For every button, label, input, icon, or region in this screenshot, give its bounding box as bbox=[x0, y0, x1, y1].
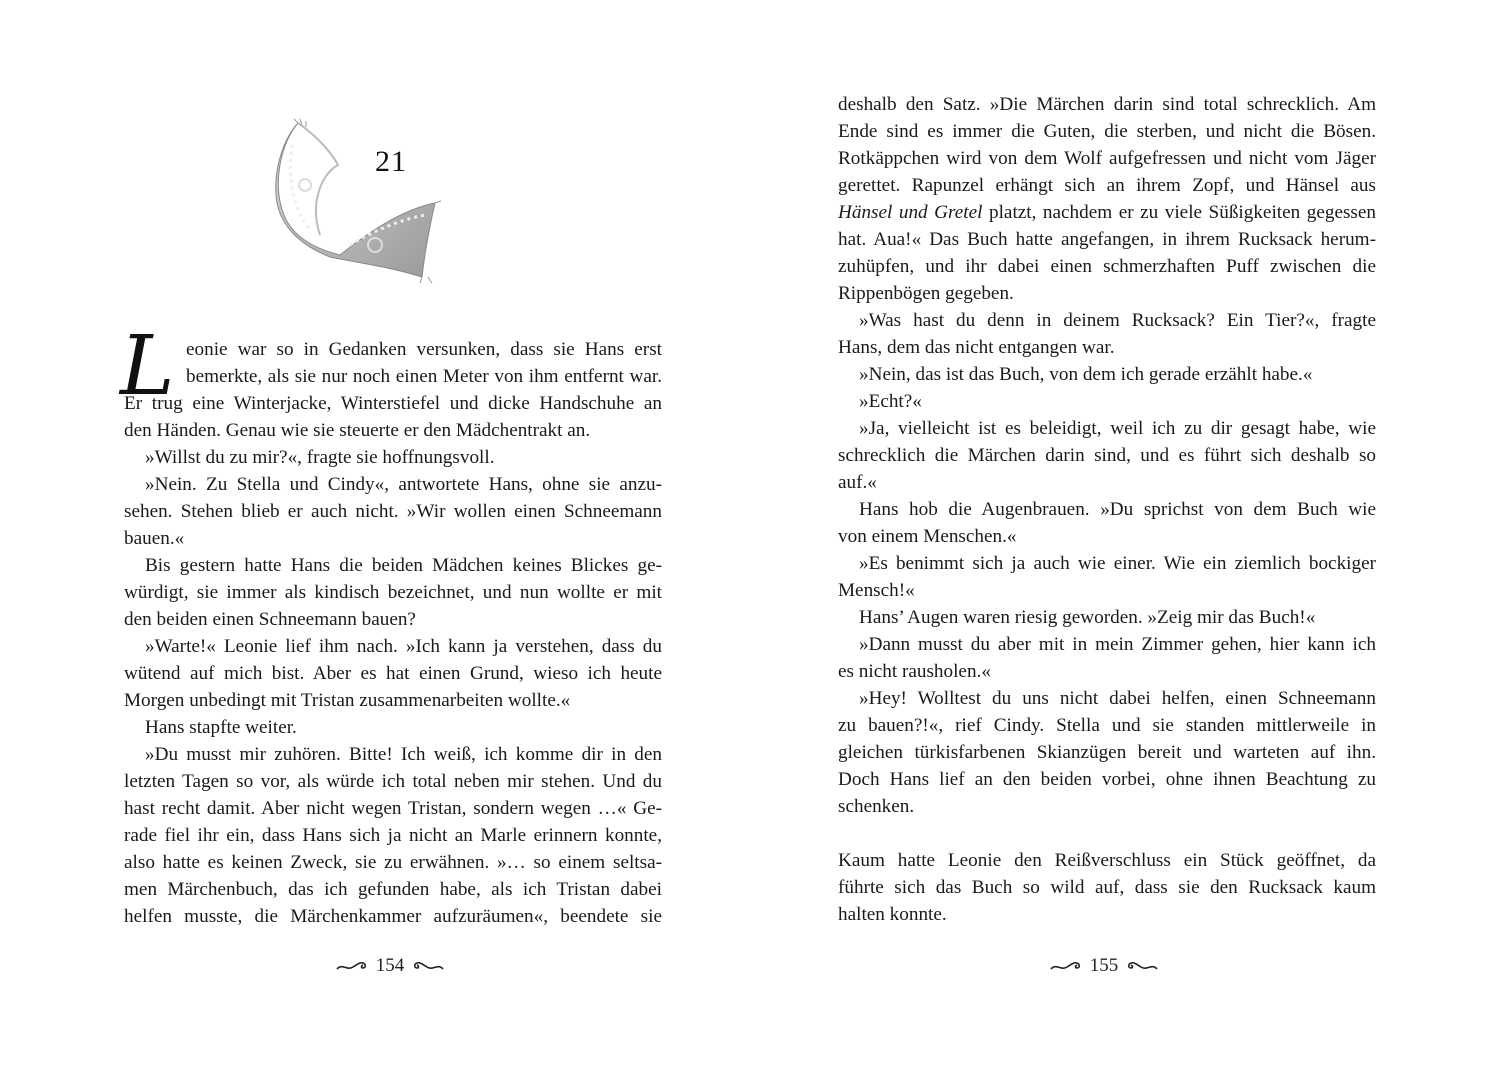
flying-carpet-icon bbox=[270, 115, 445, 290]
text-line: Rippenbögen gegeben. bbox=[838, 283, 1014, 304]
text-line: Hans hob die Augenbrauen. »Du sprichst von dem Buch wie bbox=[859, 499, 1376, 520]
text-line: den Händen. Genau wie sie steuerte er den Mädchentrakt an. bbox=[124, 420, 591, 441]
text-line: »Ja, vielleicht ist es beleidigt, weil ich zu dir gesagt habe, wie bbox=[859, 418, 1376, 439]
text-line: eonie war so in Gedanken versunken, dass sie Hans erst bbox=[186, 339, 662, 360]
text-line: sehen. Stehen blieb er auch nicht. »Wir wollen einen Schneemann bbox=[124, 501, 662, 522]
text-line: Hänsel und Gretel platzt, nachdem er zu viele Süßigkeiten gegessen bbox=[838, 202, 1376, 223]
text-line: Hans’ Augen waren riesig geworden. »Zeig mir das Buch!« bbox=[859, 607, 1316, 628]
text-line: halten konnte. bbox=[838, 904, 947, 925]
page-number-text: 154 bbox=[375, 955, 405, 976]
text-line: Ende sind es immer die Guten, die sterben, und nicht die Bösen. bbox=[838, 121, 1376, 142]
page-number-left bbox=[310, 955, 470, 977]
flourish-left-icon bbox=[336, 959, 370, 973]
page-number-right bbox=[1024, 955, 1184, 977]
text-line: »Willst du zu mir?«, fragte sie hoffnungsvoll. bbox=[145, 447, 495, 468]
text-line: »Warte!« Leonie lief ihm nach. »Ich kann ja verstehen, dass du bbox=[145, 636, 662, 657]
text-line: schenken. bbox=[838, 796, 915, 817]
right-page-body-text bbox=[838, 91, 1376, 928]
text-line: helfen musste, die Märchenkammer aufzuräumen«, beendete sie bbox=[124, 906, 662, 927]
flourish-right-icon bbox=[1124, 959, 1158, 973]
text-line: »Nein. Zu Stella und Cindy«, antwortete Hans, ohne sie anzu- bbox=[145, 474, 662, 495]
text-line: »Es benimmt sich ja auch wie einer. Wie ein ziemlich bockiger bbox=[859, 553, 1376, 574]
text-line: von einem Menschen.« bbox=[838, 526, 1017, 547]
text-line: Hans stapfte weiter. bbox=[145, 717, 297, 738]
text-line: »Nein, das ist das Buch, von dem ich gerade erzählt habe.« bbox=[859, 364, 1313, 385]
text-line: Morgen unbedingt mit Tristan zusammenarbeiten wollte.« bbox=[124, 690, 571, 711]
text-line: den beiden einen Schneemann bauen? bbox=[124, 609, 416, 630]
chapter-number: 21 bbox=[375, 145, 407, 178]
text-line: rade fiel ihr ein, dass Hans sich ja nicht an Marle erinnern konnte, bbox=[124, 825, 662, 846]
text-line: »Hey! Wolltest du uns nicht dabei helfen, einen Schneemann bbox=[859, 688, 1376, 709]
text-line: es nicht rausholen.« bbox=[838, 661, 991, 682]
text-line: bemerkte, als sie nur noch einen Meter von ihm entfernt war. bbox=[186, 366, 662, 387]
text-line: also hatte es keinen Zweck, sie zu erwähnen. »… so einem seltsa- bbox=[124, 852, 662, 873]
text-line: zuhüpfen, und ihr dabei einen schmerzhaften Puff zwischen die bbox=[838, 256, 1376, 277]
text-line: Bis gestern hatte Hans die beiden Mädchen keines Blickes ge- bbox=[145, 555, 662, 576]
text-line: Kaum hatte Leonie den Reißverschluss ein Stück geöffnet, da bbox=[838, 850, 1376, 871]
text-line: »Du musst mir zuhören. Bitte! Ich weiß, ich komme dir in den bbox=[145, 744, 662, 765]
text-line: Mensch!« bbox=[838, 580, 915, 601]
text-line: wütend auf mich bist. Aber es hat einen Grund, wieso ich heute bbox=[124, 663, 662, 684]
text-line: auf.« bbox=[838, 472, 877, 493]
flourish-right-icon bbox=[410, 959, 444, 973]
text-line: men Märchenbuch, das ich gefunden habe, als ich Tristan dabei bbox=[124, 879, 662, 900]
text-line: Doch Hans lief an den beiden vorbei, ohne ihnen Beachtung zu bbox=[838, 769, 1376, 790]
text-line: würdigt, sie immer als kindisch bezeichnet, und nun wollte er mit bbox=[124, 582, 662, 603]
text-line: hast recht damit. Aber nicht wegen Tristan, sondern wegen …« Ge- bbox=[124, 798, 662, 819]
right-page bbox=[750, 0, 1500, 1086]
drop-cap: L bbox=[120, 319, 175, 414]
italic-title: Hänsel und Gretel bbox=[838, 202, 983, 223]
text-line: »Dann musst du aber mit in mein Zimmer gehen, hier kann ich bbox=[859, 634, 1376, 655]
text-line: schrecklich die Märchen darin sind, und es führt sich deshalb so bbox=[838, 445, 1376, 466]
text-line: gleichen türkisfarbenen Skianzügen bereit und warteten auf ihn. bbox=[838, 742, 1376, 763]
text-line: »Was hast du denn in deinem Rucksack? Ein Tier?«, fragte bbox=[859, 310, 1376, 331]
left-page-body-text bbox=[120, 319, 662, 930]
text-line: »Echt?« bbox=[859, 391, 922, 412]
chapter-heading bbox=[270, 115, 445, 290]
text-line: Rotkäppchen wird von dem Wolf aufgefressen und nicht vom Jäger bbox=[838, 148, 1376, 169]
text-line: hat. Aua!« Das Buch hatte angefangen, in ihrem Rucksack herum- bbox=[838, 229, 1376, 250]
text-line: bauen.« bbox=[124, 528, 185, 549]
text-line: Hans, dem das nicht entgangen war. bbox=[838, 337, 1115, 358]
text-line: Er trug eine Winterjacke, Winterstiefel und dicke Handschuhe an bbox=[124, 393, 662, 414]
flourish-left-icon bbox=[1050, 959, 1084, 973]
page-number-text: 155 bbox=[1089, 955, 1119, 976]
text-line: letzten Tagen so vor, als würde ich total neben mir stehen. Und du bbox=[124, 771, 662, 792]
text-line: gerettet. Rapunzel erhängt sich an ihrem Zopf, und Hänsel aus bbox=[838, 175, 1376, 196]
text-line: deshalb den Satz. »Die Märchen darin sind total schrecklich. Am bbox=[838, 94, 1376, 115]
text-line: führte sich das Buch so wild auf, dass sie den Rucksack kaum bbox=[838, 877, 1376, 898]
section-break bbox=[838, 820, 1376, 847]
text-line: zu bauen?!«, rief Cindy. Stella und sie standen mittlerweile in bbox=[838, 715, 1376, 736]
